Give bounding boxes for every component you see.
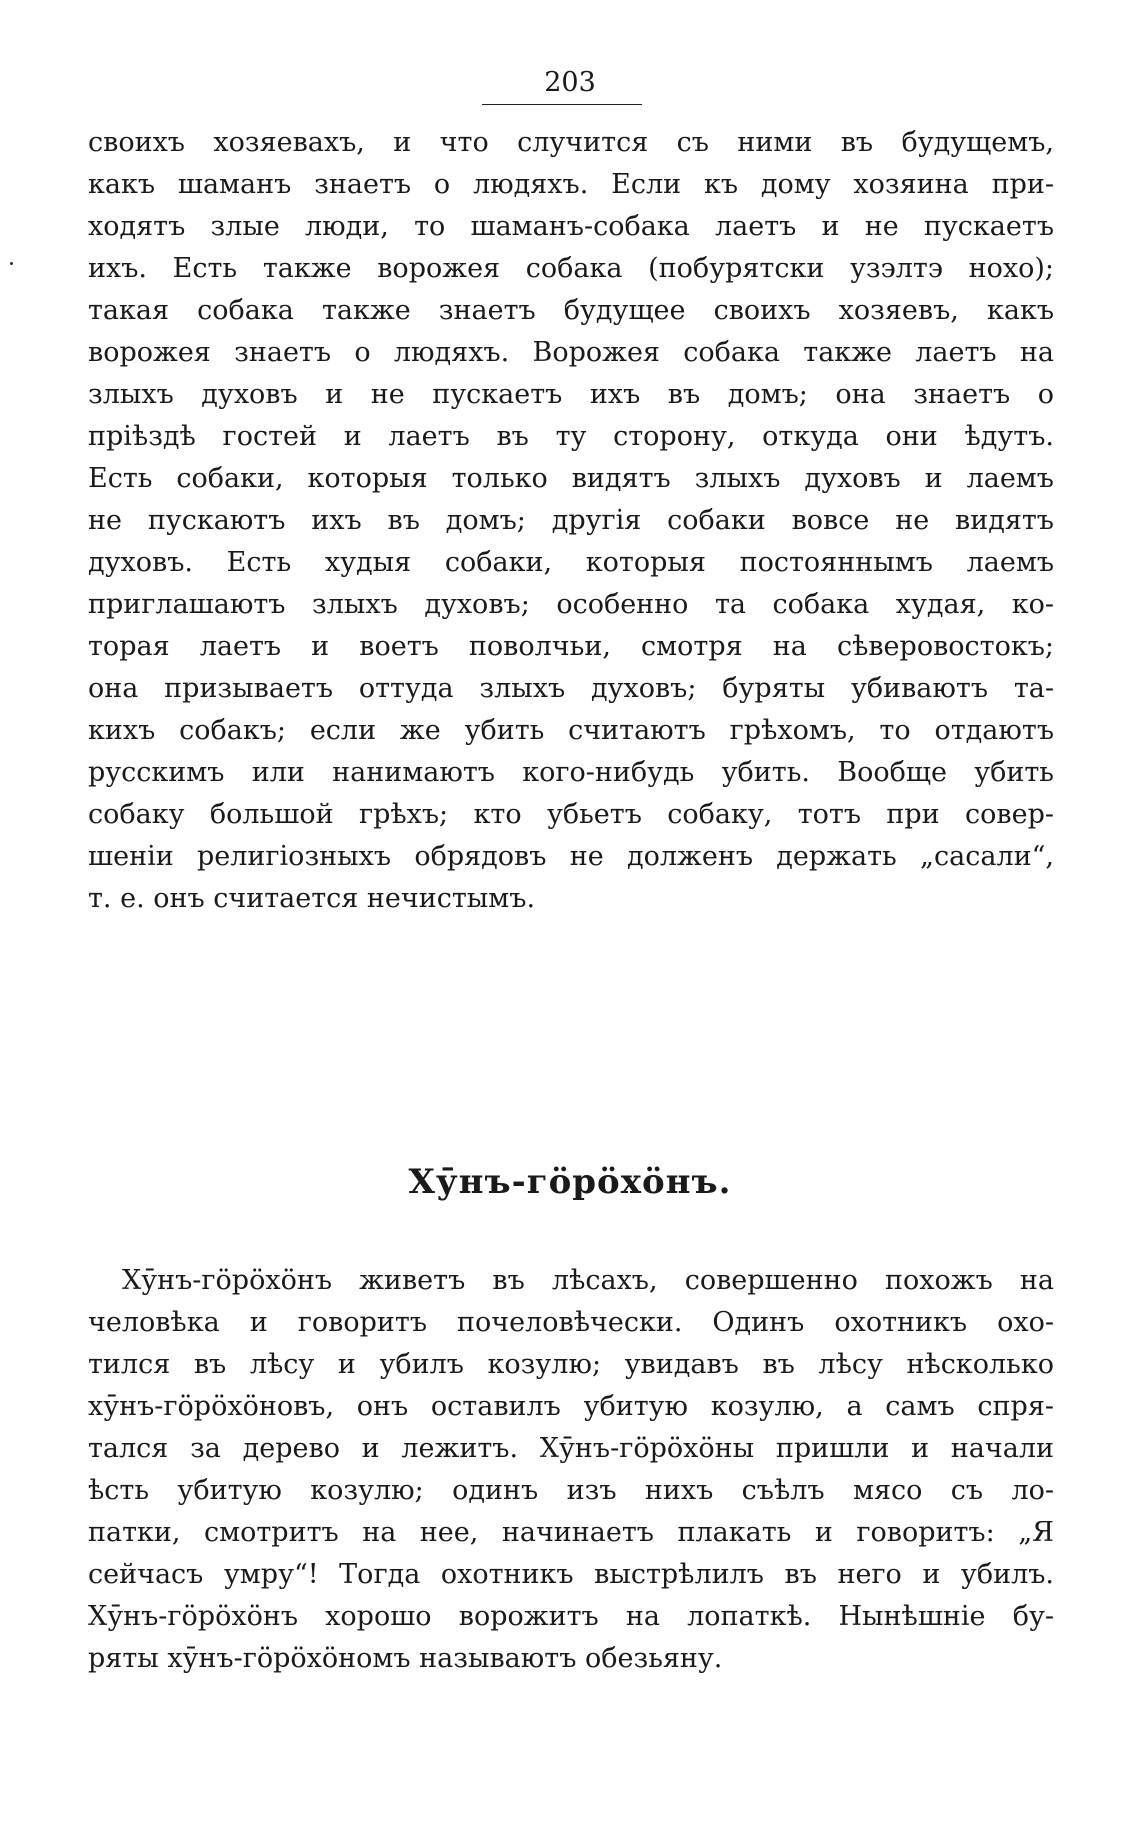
text-line: патки, смотритъ на нее, начинаетъ плакать и говоритъ: „Я [88, 1517, 1054, 1548]
text-line: ряты хӯнъ-гӧрӧхӧномъ называютъ обезьяну. [88, 1643, 723, 1674]
text-line: своихъ хозяевахъ, и что случится съ ними въ будущемъ, [88, 127, 1054, 158]
text-line: русскимъ или нанимаютъ кого-нибудь убить. Вообще убить [88, 757, 1054, 788]
text-line: ходятъ злые люди, то шаманъ-собака лаетъ и не пускаетъ [88, 211, 1054, 242]
text-line: человѣка и говоритъ почеловѣчески. Одинъ охотникъ охо- [88, 1307, 1054, 1338]
text-line: Хӯнъ-гӧрӧхӧнъ живетъ въ лѣсахъ, совершенно похожъ на [122, 1265, 1054, 1296]
text-line: ихъ. Есть также ворожея собака (побурятски узэлтэ нохо); [88, 253, 1054, 284]
text-line: ѣсть убитую козулю; одинъ изъ нихъ съѣлъ мясо съ ло- [88, 1475, 1054, 1506]
text-line: торая лаетъ и воетъ поволчьи, смотря на сѣверовостокъ; [88, 631, 1054, 662]
text-line: шенiи религiозныхъ обрядовъ не долженъ держать „сасали“, [88, 841, 1054, 872]
text-line: Хӯнъ-гӧрӧхӧнъ хорошо ворожитъ на лопаткѣ. Нынѣшнiе бу- [88, 1601, 1054, 1632]
section-heading: Хӯнъ-гӧрӧхӧнъ. [408, 1162, 732, 1202]
page-number: 203 [544, 67, 596, 98]
page-number-rule [482, 104, 642, 105]
text-line: хӯнъ-гӧрӧхӧновъ, онъ оставилъ убитую козулю, а самъ спря- [88, 1391, 1054, 1422]
text-line: тился въ лѣсу и убилъ козулю; увидавъ въ лѣсу нѣсколько [88, 1349, 1054, 1380]
text-line: ворожея знаетъ о людяхъ. Ворожея собака также лаетъ на [88, 337, 1054, 368]
text-line: какъ шаманъ знаетъ о людяхъ. Если къ дому хозяина при- [88, 169, 1054, 200]
text-line: тался за дерево и лежитъ. Хӯнъ-гӧрӧхӧны пришли и начали [88, 1433, 1054, 1464]
text-line: духовъ. Есть худыя собаки, которыя постояннымъ лаемъ [88, 547, 1054, 578]
text-line: не пускаютъ ихъ въ домъ; другiя собаки вовсе не видятъ [88, 505, 1054, 536]
text-line: злыхъ духовъ и не пускаетъ ихъ въ домъ; она знаетъ о [88, 379, 1054, 410]
text-line: т. е. онъ считается нечистымъ. [88, 883, 536, 914]
text-line: приглашаютъ злыхъ духовъ; особенно та собака худая, ко- [88, 589, 1054, 620]
text-line: Есть собаки, которыя только видятъ злыхъ духовъ и лаемъ [88, 463, 1054, 494]
text-line: сейчасъ умру“! Тогда охотникъ выстрѣлилъ въ него и убилъ. [88, 1559, 1054, 1590]
text-line: такая собака также знаетъ будущее своихъ хозяевъ, какъ [88, 295, 1054, 326]
text-line: кихъ собакъ; если же убить считаютъ грѣхомъ, то отдаютъ [88, 715, 1054, 746]
text-line: она призываетъ оттуда злыхъ духовъ; буряты убиваютъ та- [88, 673, 1054, 704]
text-line: прiѣздѣ гостей и лаетъ въ ту сторону, откуда они ѣдутъ. [88, 421, 1054, 452]
print-speck [10, 262, 13, 265]
text-line: собаку большой грѣхъ; кто убьетъ собаку, тотъ при совер- [88, 799, 1054, 830]
